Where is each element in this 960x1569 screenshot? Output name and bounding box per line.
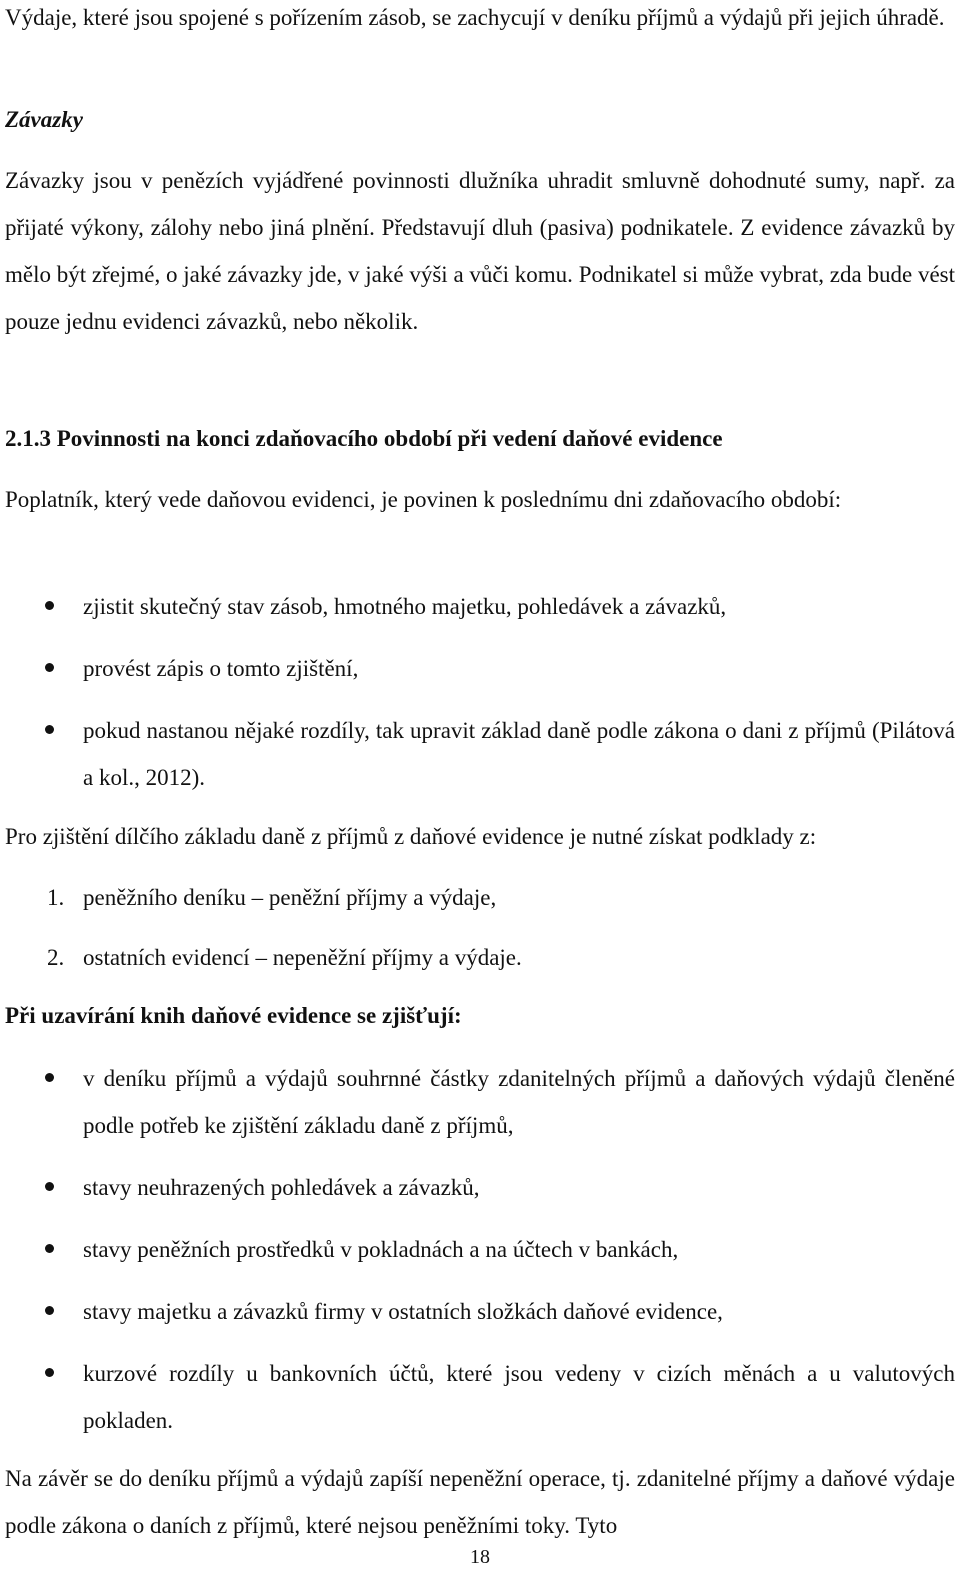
list-item-text: kurzové rozdíly u bankovních účtů, které jsou vedeny v cizích měnách a u valutových pokladen. [83, 1361, 955, 1433]
document-page [5, 0, 955, 1567]
list-item [5, 583, 955, 630]
list-item-text: pokud nastanou nějaké rozdíly, tak upravit základ daně podle zákona o dani z příjmů (Pilátová a kol., 2012). [83, 718, 955, 790]
list-item [5, 1164, 955, 1211]
bullet-icon [45, 601, 54, 610]
list-item [5, 1288, 955, 1335]
page-number: 18 [470, 1546, 490, 1568]
zavazky-heading: Závazky [5, 107, 83, 132]
list-number: 2. [47, 945, 65, 970]
list-item-text: stavy majetku a závazků firmy v ostatních složkách daňové evidence, [83, 1299, 723, 1324]
list-item [5, 645, 955, 692]
closing-books-heading: Při uzavírání knih daňové evidence se zjišťují: [5, 1003, 462, 1028]
list-item [5, 1350, 955, 1444]
list-item-text: v deníku příjmů a výdajů souhrnné částky zdanitelných příjmů a daňových výdajů členěné podle potřeb ke zjištění základu daně z příjmů, [83, 1066, 955, 1138]
list-item [5, 1055, 955, 1149]
list-item [5, 934, 955, 981]
bullet-icon [45, 725, 54, 734]
bullet-icon [45, 1368, 54, 1377]
section-paragraph: Poplatník, který vede daňovou evidenci, je povinen k poslednímu dni zdaňovacího období: [5, 487, 842, 512]
basis-paragraph: Pro zjištění dílčího základu daně z příjmů z daňové evidence je nutné získat podklady z: [5, 824, 817, 849]
bullet-icon [45, 663, 54, 672]
sources-list [5, 874, 955, 981]
bullet-icon [45, 1244, 54, 1253]
list-item [5, 707, 955, 801]
section-heading: 2.1.3 Povinnosti na konci zdaňovacího období při vedení daňové evidence [5, 426, 723, 451]
bullet-icon [45, 1073, 54, 1082]
closing-books-list [5, 1055, 955, 1444]
closing-paragraph: Na závěr se do deníku příjmů a výdajů zapíší nepeněžní operace, tj. zdanitelné příjmy a daňové výdaje podle zákona o daních z příjmů, které nejsou peněžními toky. Tyto [5, 1466, 955, 1538]
list-item [5, 874, 955, 921]
list-item-text: ostatních evidencí – nepeněžní příjmy a výdaje. [83, 945, 522, 970]
list-item [5, 1226, 955, 1273]
obligations-list [5, 583, 955, 801]
bullet-icon [45, 1182, 54, 1191]
list-item-text: stavy peněžních prostředků v pokladnách a na účtech v bankách, [83, 1237, 679, 1262]
zavazky-paragraph: Závazky jsou v penězích vyjádřené povinnosti dlužníka uhradit smluvně dohodnuté sumy, např. za přijaté výkony, zálohy nebo jiná plnění. Představují dluh (pasiva) podnikatele. Z evidence závazků by mělo být zřejmé, o jaké závazky jde, v jaké výši a vůči komu. Podnikatel si může vybrat, zda bude vést pouze jednu evidenci závazků, nebo několik. [5, 168, 955, 334]
list-item-text: zjistit skutečný stav zásob, hmotného majetku, pohledávek a závazků, [83, 594, 727, 619]
list-item-text: stavy neuhrazených pohledávek a závazků, [83, 1175, 480, 1200]
list-item-text: provést zápis o tomto zjištění, [83, 656, 359, 681]
list-item-text: peněžního deníku – peněžní příjmy a výdaje, [83, 885, 497, 910]
intro-paragraph: Výdaje, které jsou spojené s pořízením zásob, se zachycují v deníku příjmů a výdajů při jejich úhradě. [5, 5, 945, 30]
bullet-icon [45, 1306, 54, 1315]
list-number: 1. [47, 885, 65, 910]
